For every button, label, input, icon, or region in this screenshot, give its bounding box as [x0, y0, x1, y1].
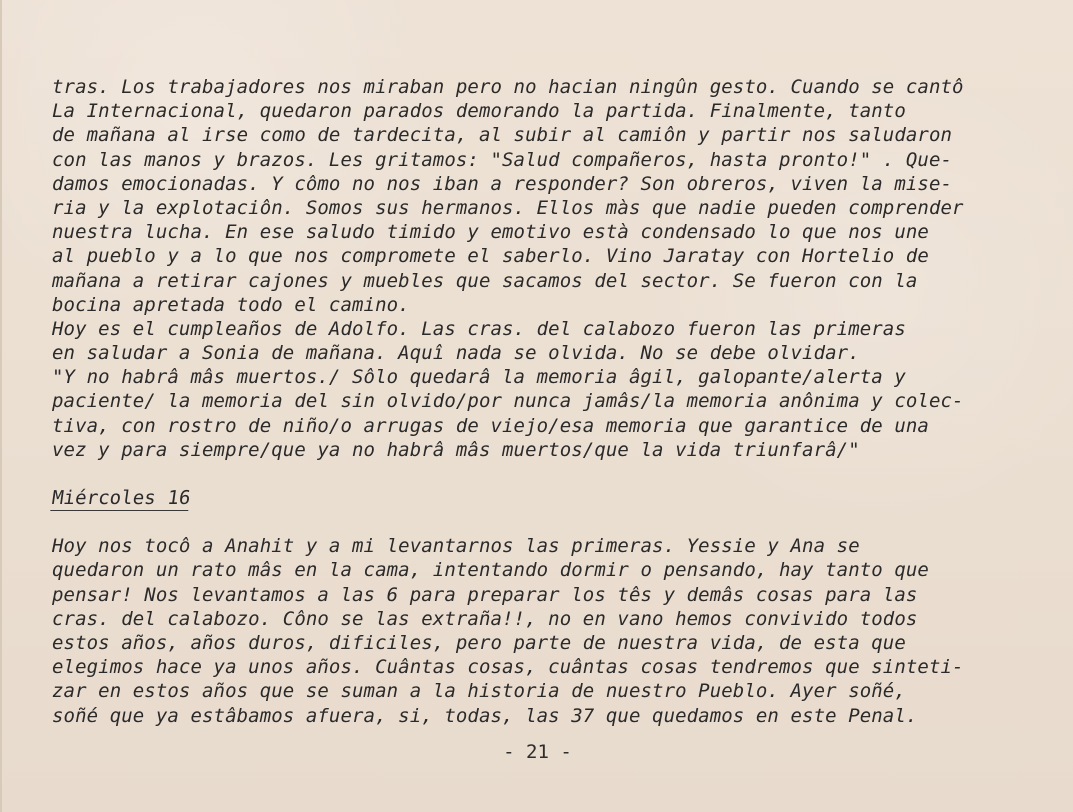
date-heading-line — [52, 486, 1022, 510]
paragraph-line: zar en estos años que se suman a la historia de nuestro Pueblo. Ayer soñé, — [52, 680, 906, 703]
paragraph-line: en saludar a Sonia de mañana. Aquî nada se olvida. No se debe olvidar. — [52, 342, 860, 365]
paragraph-line: de mañana al irse como de tardecita, al subir al camiôn y partir nos saludaron — [52, 124, 953, 147]
paragraph-line: soñé que ya estâbamos afuera, si, todas, las 37 que quedamos en este Penal. — [52, 704, 918, 727]
paragraph-line: bocina apretada todo el camino. — [52, 293, 410, 316]
paragraph-line: La Internacional, quedaron parados demorando la partida. Finalmente, tanto — [52, 100, 906, 123]
paragraph-line: quedaron un rato mâs en la cama, intentando dormir o pensando, hay tanto que — [52, 559, 929, 582]
document-body — [52, 75, 1022, 728]
paragraph-line: tiva, con rostro de niño/o arrugas de viejo/esa memoria que garantice de una — [52, 414, 929, 437]
section-gap — [52, 510, 1022, 534]
paragraph-line: nuestra lucha. En ese saludo timido y emotivo està condensado lo que nos une — [52, 221, 929, 244]
paragraph-line: ria y la explotaciôn. Somos sus hermanos. Ellos màs que nadie pueden comprender — [52, 196, 964, 219]
section-gap — [52, 462, 1022, 486]
paragraph-line: tras. Los trabajadores nos miraban pero no hacian ningûn gesto. Cuando se cantô — [52, 76, 964, 98]
paragraph-line: Hoy es el cumpleaños de Adolfo. Las cras. del calabozo fueron las primeras — [52, 317, 906, 340]
paragraph-line: mañana a retirar cajones y muebles que sacamos del sector. Se fueron con la — [52, 269, 918, 292]
paragraph-line: paciente/ la memoria del sin olvido/por nunca jamâs/la memoria anônima y colec- — [52, 390, 964, 413]
paragraph-line: estos años, años duros, dificiles, pero parte de nuestra vida, de esta que — [52, 631, 906, 654]
paragraph-line: cras. del calabozo. Côno se las extraña!!, no en vano hemos convivido todos — [52, 607, 918, 630]
paragraph-line: pensar! Nos levantamos a las 6 para preparar los tês y demâs cosas para las — [52, 583, 918, 606]
paragraph-line: al pueblo y a lo que nos compromete el saberlo. Vino Jaratay con Hortelio de — [52, 245, 929, 268]
paragraph-line: con las manos y brazos. Les gritamos: "Salud compañeros, hasta pronto!" . Que- — [52, 148, 953, 171]
page-number: - 21 - — [503, 741, 572, 763]
paragraph-line: elegimos hace ya unos años. Cuântas cosas, cuântas cosas tendremos que sinteti- — [52, 656, 964, 679]
paragraph-line: "Y no habrâ mâs muertos./ Sôlo quedarâ la memoria âgil, galopante/alerta y — [52, 366, 906, 389]
date-heading: Miércoles 16 — [50, 486, 192, 511]
paragraph-line: Hoy nos tocô a Anahit y a mi levantarnos las primeras. Yessie y Ana se — [52, 535, 860, 558]
paragraph-line: vez y para siempre/que ya no habrâ mâs muertos/que la vida triunfarâ/" — [52, 438, 860, 461]
paragraph-line: damos emocionadas. Y cômo no nos iban a responder? Son obreros, viven la mise- — [52, 172, 953, 195]
